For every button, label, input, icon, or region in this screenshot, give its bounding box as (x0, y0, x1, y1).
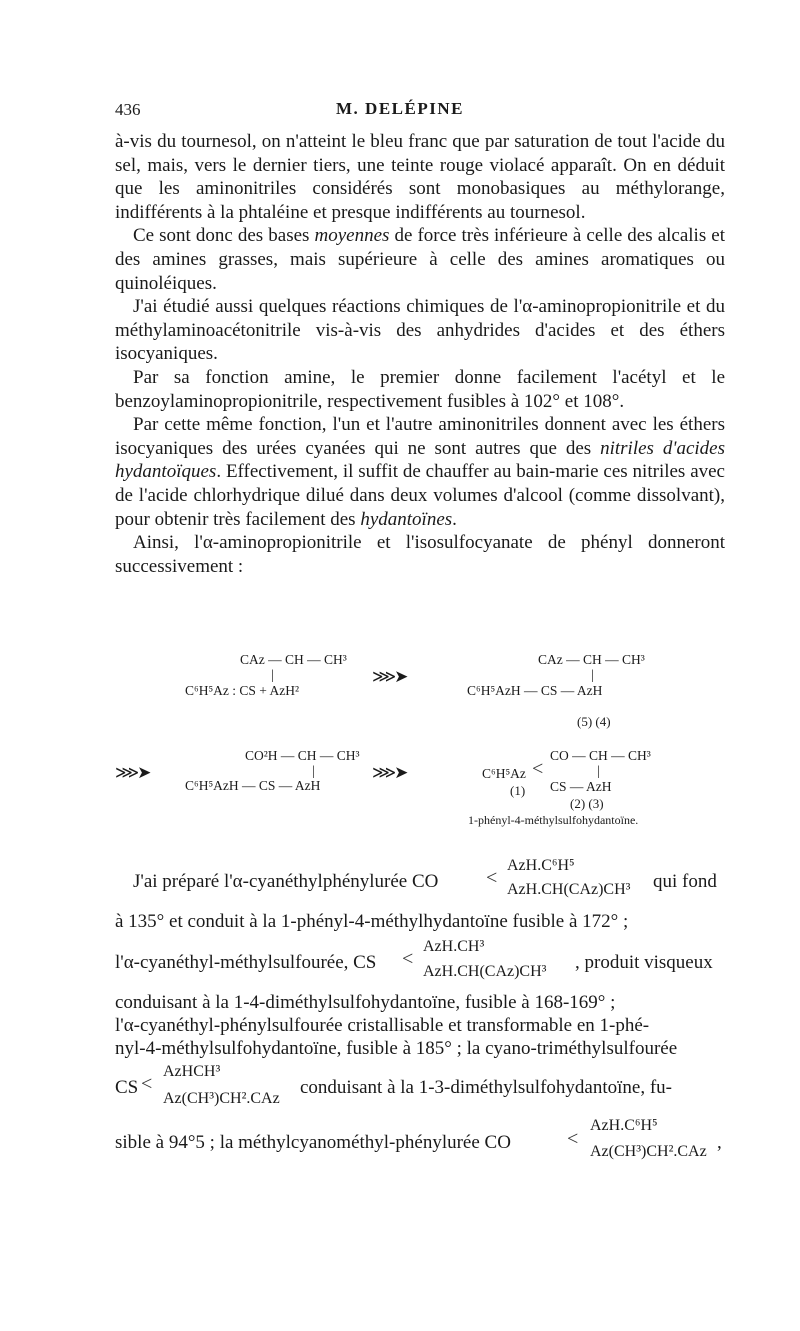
paragraph-3: J'ai étudié aussi quelques réactions chimiques de l'α-aminopropionitrile et du méthylaminoacétonitrile vis-à-vis des anhydrides d'acides et des éthers isocyaniques. (115, 296, 725, 365)
line-3-bottom: AzH.CH(CAz)CH³ (423, 963, 547, 980)
scheme-3-bond: | (312, 764, 315, 779)
line-1-bottom: AzH.CH(CAz)CH³ (507, 881, 631, 898)
line-8-bottom: Az(CH³)CH².CAz (590, 1143, 707, 1160)
line-8-pre: sible à 94°5 ; la méthylcyanométhyl-phénylurée CO (115, 1132, 511, 1153)
reaction-arrow-2: ⋙➤ (115, 763, 150, 782)
scheme-4-bottom: CS — AzH (550, 779, 612, 794)
scheme-3-top: CO²H — CH — CH³ (245, 748, 360, 763)
paragraph-4: Par sa fonction amine, le premier donne facilement l'acétyl et le benzoylaminopropionitrile, respectivement fusibles à 102° et 108°. (115, 366, 725, 412)
reaction-arrow-1: ⋙➤ (372, 667, 407, 686)
line-7-post: conduisant à la 1-3-diméthylsulfohydantoïne, fu- (300, 1077, 672, 1098)
scheme-3-bottom: C⁶H⁵AzH — CS — AzH (185, 778, 321, 793)
line-5: l'α-cyanéthyl-phénylsulfourée cristallisable et transformable en 1-phé- (115, 1015, 650, 1036)
paragraph-2-text: Ce sont donc des bases moyennes de force très inférieure à celle des alcalis et des amines grasses, mais supérieure à celle des amines aromatiques ou quinoléiques. (115, 225, 725, 294)
paragraph-2 (115, 224, 725, 295)
scheme-1-top: CAz — CH — CH³ (240, 652, 347, 667)
scheme-4-top: CO — CH — CH³ (550, 748, 651, 763)
scheme-1-bond: | (271, 668, 274, 683)
line-7-top: AzHCH³ (163, 1063, 221, 1080)
line-6: nyl-4-méthylsulfohydantoïne, fusible à 185° ; la cyano-triméthylsulfourée (115, 1038, 678, 1059)
paragraph-1: à-vis du tournesol, on n'atteint le bleu franc que par saturation de tout l'acide du sel, mais, vers le dernier tiers, une teinte rouge violacé apparaît. On en déduit que les aminonitriles considérés sont monobasiques au méthylorange, indifférents à la phtaléine et presque indifférents au tournesol. (115, 131, 725, 223)
line-3-pre: l'α-cyanéthyl-méthylsulfourée, CS (115, 952, 377, 973)
line-2: à 135° et conduit à la 1-phényl-4-méthylhydantoïne fusible à 172° ; (115, 911, 629, 932)
scheme-4-bracket: < (532, 758, 544, 780)
line-1-bracket: < (486, 867, 498, 889)
body-text (115, 130, 725, 578)
line-7-pre: CS (115, 1077, 139, 1098)
line-7-bracket: < (141, 1073, 153, 1095)
scheme-2-top: CAz — CH — CH³ (538, 652, 645, 667)
page-number: 436 (115, 100, 141, 119)
line-3-bracket: < (402, 948, 414, 970)
scheme-caption: 1-phényl-4-méthylsulfohydantoïne. (468, 813, 639, 827)
scheme-4-numbers-2-3: (2) (3) (570, 796, 604, 811)
reaction-arrow-3: ⋙➤ (372, 763, 407, 782)
scheme-2-bottom: C⁶H⁵AzH — CS — AzH (467, 683, 603, 698)
line-3-post: , produit visqueux (575, 952, 713, 973)
scheme-2-bond: | (591, 668, 594, 683)
line-3-top: AzH.CH³ (423, 938, 485, 955)
scheme-2-numbers: (5) (4) (577, 714, 611, 729)
line-1-post: qui fond (653, 871, 717, 892)
line-1-pre: J'ai préparé l'α-cyanéthylphénylurée CO (133, 871, 439, 892)
scheme-4-bond: | (597, 764, 600, 779)
paragraph-5: Par cette même fonction, l'un et l'autre aminonitriles donnent avec les éthers isocyaniques des urées cyanées qui ne sont autres que des nitriles d'acides hydantoïques. Effectivement, il suffit de chauffer au bain-marie ces nitriles avec de l'acide chlorhydrique dilué dans deux volumes d'alcool (comme dissolvant), pour obtenir très facilement des hydantoïnes. (115, 414, 725, 530)
line-8-bracket: < (567, 1128, 579, 1150)
paragraph-6: Ainsi, l'α-aminopropionitrile et l'isosulfocyanate de phényl donneront successivement : (115, 532, 725, 577)
line-8-post: , (717, 1132, 722, 1153)
line-1-top: AzH.C⁶H⁵ (507, 857, 575, 874)
line-7-bottom: Az(CH³)CH².CAz (163, 1090, 280, 1107)
line-8-top: AzH.C⁶H⁵ (590, 1117, 658, 1134)
running-head: M. DELÉPINE (336, 99, 464, 118)
scheme-1-bottom: C⁶H⁵Az : CS + AzH² (185, 683, 300, 698)
scheme-4-left: C⁶H⁵Az (482, 766, 526, 781)
scheme-4-number-1: (1) (510, 783, 526, 798)
line-4: conduisant à la 1-4-diméthylsulfohydantoïne, fusible à 168-169° ; (115, 992, 616, 1013)
